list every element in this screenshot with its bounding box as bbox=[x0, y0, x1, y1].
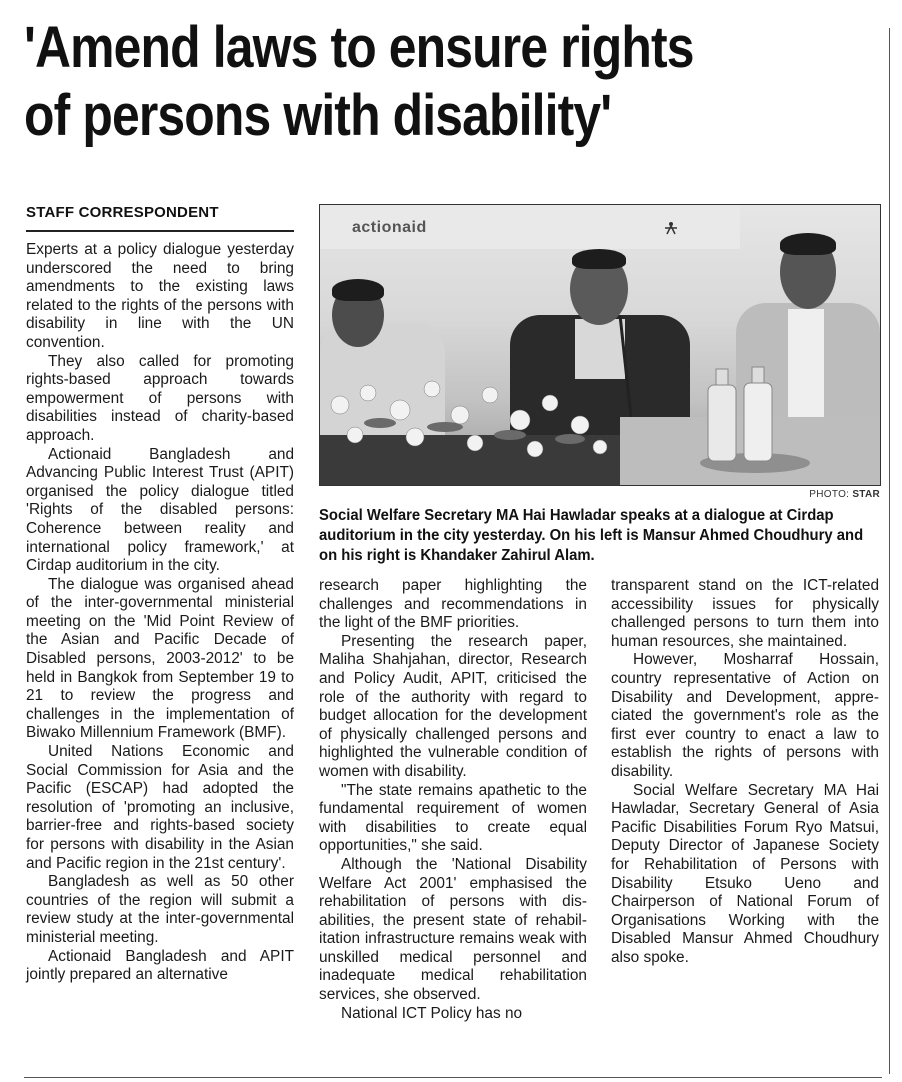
byline: STAFF CORRESPONDENT bbox=[26, 204, 219, 221]
paragraph: Presenting the research paper, Maliha Shahjahan, director, Research and Policy Audit, APIT, criticised the role of the authority with regard to budget allocation for the development of physically challenged persons and highlighted the vulnerable condition of women with disability. bbox=[319, 632, 587, 780]
headline-line-1: 'Amend laws to ensure rights bbox=[24, 15, 694, 80]
bottom-divider bbox=[24, 1077, 882, 1078]
article-column-3 bbox=[611, 577, 879, 967]
partner-logo-icon bbox=[664, 221, 678, 235]
water-bottles bbox=[700, 355, 810, 475]
article-column-1 bbox=[26, 241, 294, 985]
headline-line-2: of persons with disability' bbox=[24, 83, 612, 148]
paragraph: Although the 'National Disability Welfare Act 2001' emphasised the rehabilitation of persons with disabilities, the present state of rehabilitation infrastructure remains weak with unskilled medical personnel and inadequate medical rehabilitation services, she observed. bbox=[319, 855, 587, 1004]
news-photo bbox=[319, 204, 881, 486]
paragraph: Experts at a policy dialogue yesterday underscored the need to bring amendments to the existing laws related to the rights of the persons with disability in line with the UN convention. bbox=[26, 241, 294, 351]
paragraph: Actionaid Bangladesh and Advancing Public Interest Trust (APIT) organised the policy dialogue titled 'Rights of the disabled persons: Coherence between reality and international policy framework,' at Cirdap auditorium in the city. bbox=[26, 445, 294, 575]
paragraph: "The state remains apathetic to the fundamental requirement of women with disabilities to create equal opportunities," she said. bbox=[319, 781, 587, 855]
photo-credit: PHOTO: STAR bbox=[809, 489, 880, 500]
actionaid-logo: actionaid bbox=[352, 219, 427, 236]
paragraph: transparent stand on the ICT-related accessibility issues for physically challenged persons to turn them into human resources, she maintained. bbox=[611, 577, 879, 650]
column-divider bbox=[889, 28, 890, 1074]
paragraph: Social Welfare Secretary MA Hai Hawladar, Secretary General of Asia Pacific Disabilities Forum Ryo Matsui, Deputy Director of Japanese Society for Rehabilitation of Persons with Disability Etsuko Ueno and Chairperson of National Forum of Organisations Working with the Disabled Mansur Ahmed Choudhury also spoke. bbox=[611, 781, 879, 966]
headline bbox=[24, 14, 764, 150]
paragraph: Bangladesh as well as 50 other countries of the region will submit a review study at the inter-governmental ministerial meeting. bbox=[26, 873, 294, 946]
photo-caption: Social Welfare Secretary MA Hai Hawladar speaks at a dialogue at Cirdap auditorium in the city yesterday. On his left is Mansur Ahmed Choudhury and on his right is Khandaker Zahirul Alam. bbox=[319, 507, 864, 564]
paragraph: National ICT Policy has no bbox=[341, 1004, 523, 1022]
byline-rule bbox=[26, 230, 294, 232]
paragraph: research paper highlighting the challenges and recommendations in the light of the BMF priorities. bbox=[319, 577, 587, 632]
paragraph: However, Mosharraf Hossain, country representative of Action on Disability and Development, appreciated the government's role as the first ever country to enact a law to establish the rights of persons with disability. bbox=[611, 651, 879, 780]
flower-arrangement bbox=[320, 365, 620, 485]
paragraph: The dialogue was organised ahead of the inter-governmental ministerial meeting on the 'Mid Point Review of the Asian and Pacific Decade of Disabled persons, 2003-2012' to be held in Bangkok from September 19 to 21 to review the progress and challenges in the implementation of Biwako Millennium Framework (BMF). bbox=[26, 575, 294, 742]
paragraph: They also called for promoting rights-based approach towards empowerment of persons with disabilities instead of charity-based approach. bbox=[26, 352, 294, 444]
paragraph: United Nations Economic and Social Commission for Asia and the Pacific (ESCAP) had adopted the resolution of 'promoting an inclusive, barrier-free and rights-based society for persons with disability in the Asian and Pacific region in the 21st century'. bbox=[26, 743, 294, 872]
article-column-2 bbox=[319, 577, 587, 1023]
event-banner bbox=[320, 205, 740, 249]
paragraph: Actionaid Bangladesh and APIT jointly prepared an alternative bbox=[26, 947, 294, 984]
